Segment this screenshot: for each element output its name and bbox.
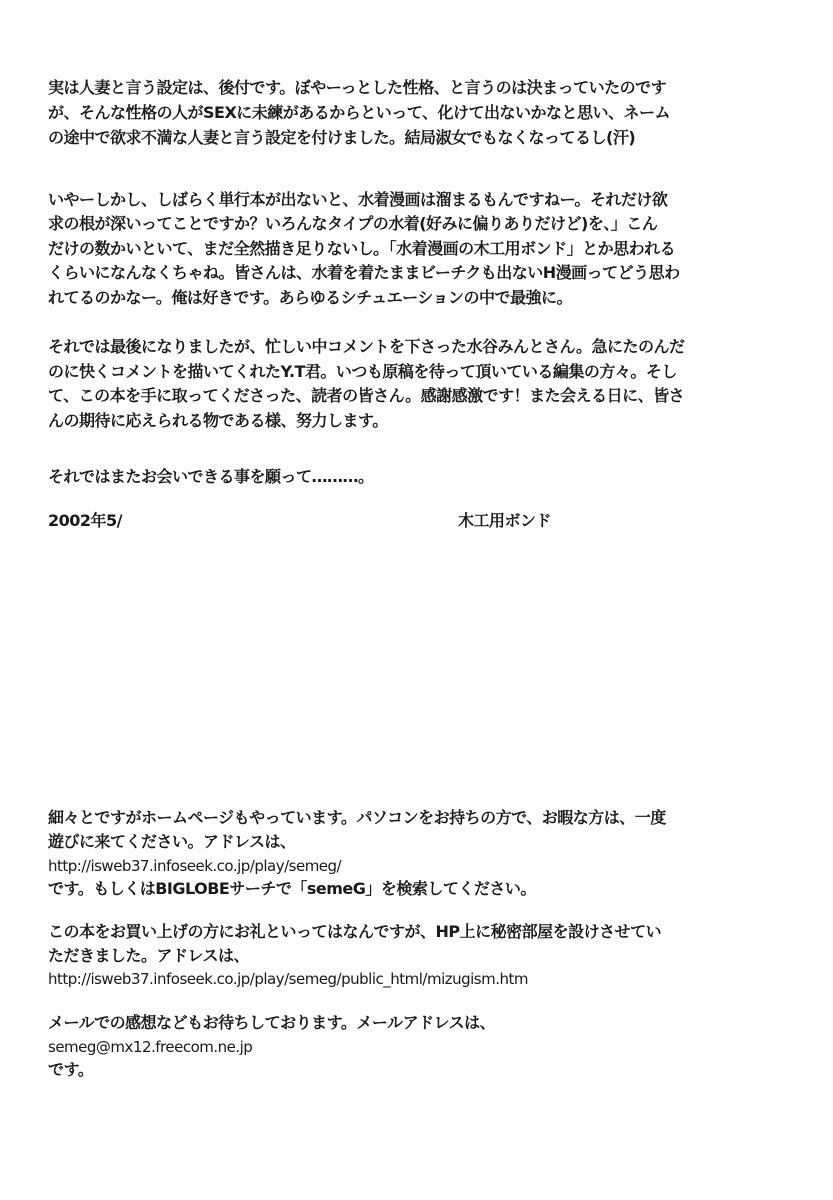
afterword-line: くらいになんなくちゃね。皆さんは、水着を着たままビーチクも出ないH漫画ってどう思わ (48, 263, 680, 282)
author-signature: 木工用ボンド (458, 511, 552, 530)
homepage-url[interactable]: http://isweb37.infoseek.co.jp/play/semeg/ (48, 857, 342, 875)
mail-address[interactable]: semeg@mx12.freecom.ne.jp (48, 1038, 253, 1056)
afterword-line: て、この本を手に取ってくださった、読者の皆さん。感謝感激です！また会える日に、皆さ (48, 386, 685, 405)
closing-line: それではまたお会いできる事を願って………。 (48, 467, 374, 486)
afterword-line: れてるのかなー。俺は好きです。あらゆるシチュエーションの中で最強に。 (48, 288, 572, 307)
afterword-line: のに快くコメントを描いてくれたY.T君。いつも原稿を待って頂いている編集の方々。そし (48, 362, 677, 381)
afterword-line: いやーしかし、しばらく単行本が出ないと、水着漫画は溜まるもんですねー。それだけ欲 (48, 190, 668, 209)
afterword-line: だけの数かいといて、まだ全然描き足りないし。「水着漫画の木工用ボンド」とか思われる (48, 239, 676, 258)
afterword-line: 実は人妻と言う設定は、後付です。ぼやーっとした性格、と言うのは決まっていたのです (48, 78, 667, 97)
afterword-line: が、そんな性格の人がSEXに未練があるからといって、化けて出ないかなと思い、ネーム (48, 103, 670, 122)
afterword-line: それでは最後になりましたが、忙しい中コメントを下さった水谷みんとさん。急にたのんだ (48, 337, 685, 356)
afterword-line: んの期待に応えられる物である様、努力します。 (48, 411, 388, 430)
mail-note-end: です。 (48, 1060, 94, 1079)
mail-note: メールでの感想などもお待ちしております。メールアドレスは、 (48, 1013, 496, 1032)
afterword-line: の途中で欲求不満な人妻と言う設定を付けました。結局淑女でもなくなってるし(汗) (48, 128, 636, 147)
secret-room-url[interactable]: http://isweb37.infoseek.co.jp/play/semeg/public_html/mizugism.htm (48, 970, 529, 988)
homepage-note: 細々とですがホームページもやっています。パソコンをお持ちの方で、お暇な方は、一度 (48, 808, 666, 827)
secret-room-note: ただきました。アドレスは、 (48, 946, 250, 965)
homepage-search-note: です。もしくはBIGLOBEサーチで「semeG」を検索してください。 (48, 879, 536, 898)
secret-room-note: この本をお買い上げの方にお礼といってはなんですが、HP上に秘密部屋を設けさせてい (48, 922, 662, 941)
homepage-note: 遊びに来てください。アドレスは、 (48, 832, 296, 851)
afterword-line: 求の根が深いってことですか？いろんなタイプの水着(好みに偏りありだけど)を、」こん (48, 214, 658, 233)
date: 2002年5/ (48, 511, 123, 530)
